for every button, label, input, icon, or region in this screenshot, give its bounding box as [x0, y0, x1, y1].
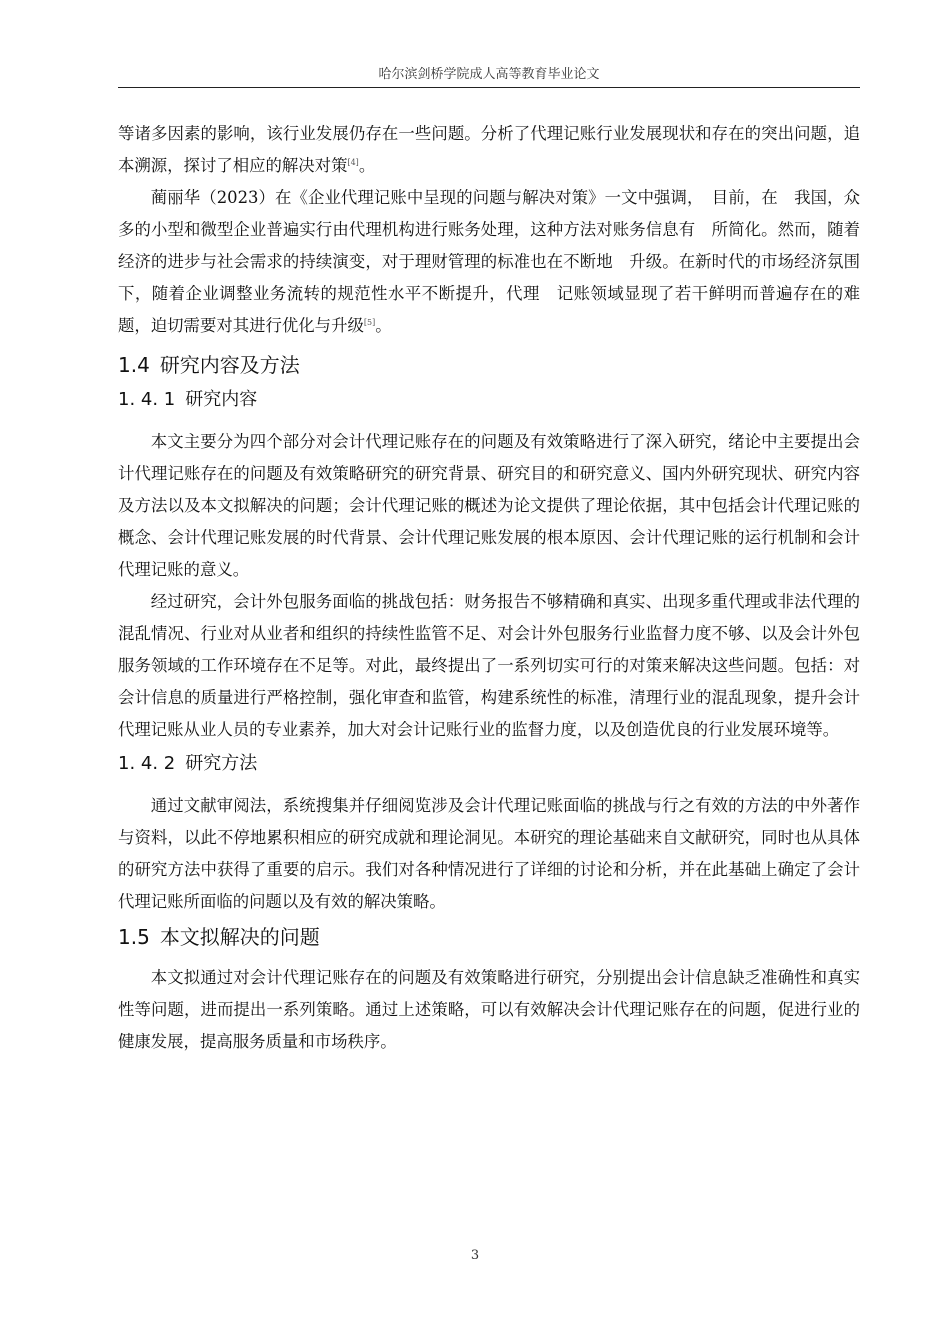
paragraph-research-content-1: 本文主要分为四个部分对会计代理记账存在的问题及有效策略进行了深入研究，绪论中主要提出会计代理记账存在的问题及有效策略研究的研究背景、研究目的和研究意义、国内外研究现状、研究内容及方法以及本文拟解决的问题；会计代理记账的概述为论文提供了理论依据，其中包括会计代理记账的概念、会计代理记账发展的时代背景、会计代理记账发展的根本原因、会计代理记账的运行机制和会计代理记账的意义。: [118, 432, 860, 579]
citation-5[interactable]: [5]: [363, 318, 376, 327]
paragraph-research-method: 通过文献审阅法，系统搜集并仔细阅览涉及会计代理记账面临的挑战与行之有效的方法的中外著作与资料，以此不停地累积相应的研究成就和理论洞见。本研究的理论基础来自文献研究，同时也从具体的研究方法中获得了重要的启示。我们对各种情况进行了详细的讨论和分析，并在此基础上确定了会计代理记账所面临的问题以及有效的解决策略。: [118, 796, 860, 911]
paragraph-end: 。: [375, 316, 392, 335]
header-rule: [118, 87, 860, 88]
subsection-title: 研究内容: [185, 389, 258, 410]
page-body: [118, 118, 860, 1058]
section-number: 1.5: [118, 925, 150, 949]
subsection-title: 研究方法: [185, 753, 258, 774]
paragraph-lin-lihua: [118, 182, 860, 342]
citation-4[interactable]: [4]: [347, 158, 359, 167]
subsection-heading-1-4-1: [118, 386, 860, 414]
paragraph-problems-to-solve: 本文拟通过对会计代理记账存在的问题及有效策略进行研究，分别提出会计信息缺乏准确性和真实性等问题，进而提出一系列策略。通过上述策略，可以有效解决会计代理记账存在的问题，促进行业的健康发展，提高服务质量和市场秩序。: [118, 968, 860, 1051]
paragraph-intro-continued: [118, 118, 860, 182]
section-heading-1-5: [118, 922, 860, 952]
paragraph-text: 等诸多因素的影响，该行业发展仍存在一些问题。分析了代理记账行业发展现状和存在的突出问题，追本溯源，探讨了相应的解决对策: [118, 124, 860, 175]
section-title: 本文拟解决的问题: [159, 925, 320, 949]
section-heading-1-4: [118, 350, 860, 380]
page-number: 3: [470, 1248, 480, 1263]
paragraph-end: 。: [358, 156, 376, 175]
paragraph-text: 蔺丽华（2023）在《企业代理记账中呈现的问题与解决对策》一文中强调， 目前，在 我国，众多的小型和微型企业普遍实行由代理机构进行账务处理，这种方法对账务信息有 所简化。然而，随着经济的进步与社会需求的持续演变，对于理财管理的标准也在不断地 升级。在新时代的市场经济氛围下，随着企业调整业务流转的规范性水平不断提升，代理 记账领域显现了若干鲜明而普遍存在的难题，迫切需要对其进行优化与升级: [118, 188, 860, 335]
running-header: 哈尔滨剑桥学院成人高等教育毕业论文: [378, 67, 600, 82]
section-number: 1.4: [118, 353, 150, 377]
subsection-number: 1. 4. 2: [118, 753, 176, 774]
section-title: 研究内容及方法: [159, 353, 300, 377]
subsection-number: 1. 4. 1: [118, 389, 176, 410]
paragraph-research-content-2: 经过研究，会计外包服务面临的挑战包括：财务报告不够精确和真实、出现多重代理或非法代理的混乱情况、行业对从业者和组织的持续性监管不足、对会计外包服务行业监督力度不够、以及会计外包服务领域的工作环境存在不足等。对此，最终提出了一系列切实可行的对策来解决这些问题。包括：对会计信息的质量进行严格控制，强化审查和监管，构建系统性的标准，清理行业的混乱现象，提升会计代理记账从业人员的专业素养，加大对会计记账行业的监督力度，以及创造优良的行业发展环境等。: [118, 592, 860, 739]
subsection-heading-1-4-2: [118, 750, 860, 778]
